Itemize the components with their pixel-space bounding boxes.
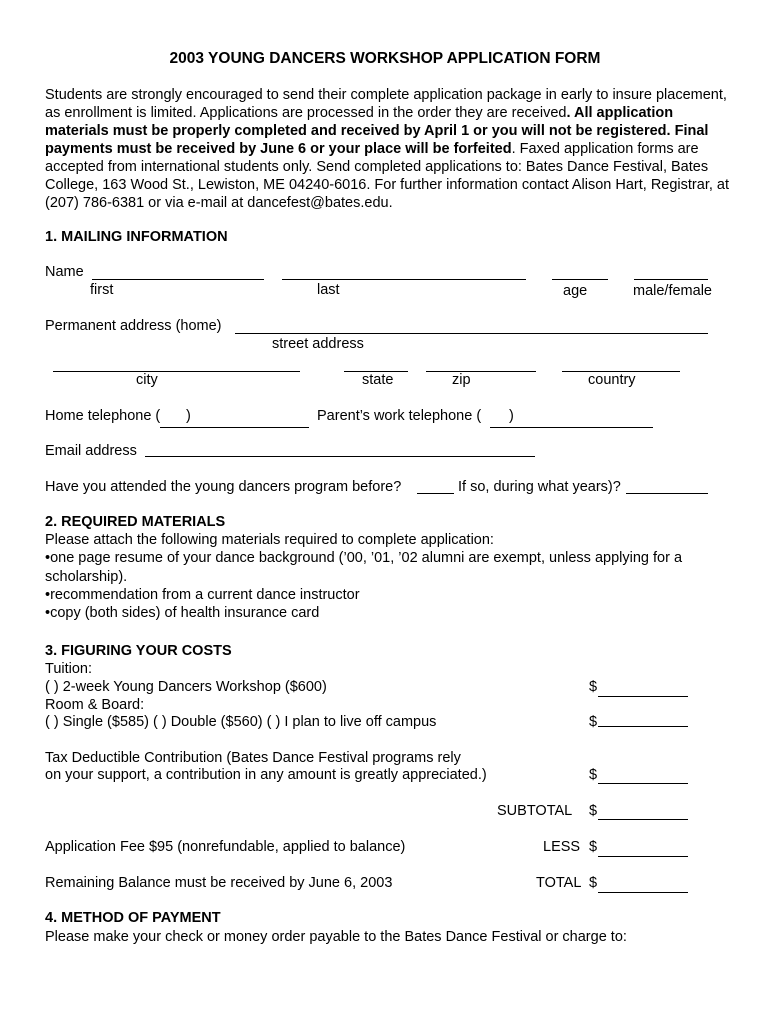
payment-instructions: Please make your check or money order payable to the Bates Dance Festival or charge to:	[45, 929, 627, 945]
first-name-field[interactable]	[92, 279, 264, 280]
sex-caption: male/female	[633, 283, 712, 299]
page-title: 2003 YOUNG DANCERS WORKSHOP APPLICATION FORM	[169, 50, 601, 67]
subtotal-field[interactable]	[598, 819, 688, 820]
materials-item-recommendation: •recommendation from a current dance instructor	[45, 587, 360, 603]
materials-intro: Please attach the following materials required to complete application:	[45, 532, 494, 548]
city-caption: city	[136, 372, 158, 388]
age-field[interactable]	[552, 279, 608, 280]
total-dollar: $	[589, 875, 598, 891]
fee-label: Application Fee $95 (nonrefundable, applied to balance)	[45, 839, 406, 855]
balance-label: Remaining Balance must be received by June 6, 2003	[45, 875, 393, 891]
last-caption: last	[317, 282, 340, 298]
room-options: ( ) Single ($585) ( ) Double ($560) ( ) I plan to live off campus	[45, 714, 437, 730]
first-caption: first	[90, 282, 114, 298]
intro-text-bold: . All application materials must be properly completed and received by April 1 or you will not be registered. Final payments must be received by June 6 or your place will be forfeited	[45, 105, 709, 157]
parent-phone-field[interactable]	[490, 427, 653, 428]
parent-phone-label: Parent’s work telephone (	[317, 408, 482, 424]
room-amount-field[interactable]	[598, 726, 688, 727]
home-phone-paren: )	[186, 408, 191, 424]
home-phone-label: Home telephone (	[45, 408, 161, 424]
intro-paragraph	[45, 86, 735, 212]
email-field[interactable]	[145, 456, 535, 457]
years-field[interactable]	[626, 493, 708, 494]
less-label: LESS	[543, 839, 581, 855]
age-caption: age	[563, 283, 588, 299]
home-phone-field[interactable]	[160, 427, 309, 428]
materials-item-insurance: •copy (both sides) of health insurance card	[45, 605, 320, 621]
city-field[interactable]	[53, 371, 300, 372]
subtotal-label: SUBTOTAL	[497, 803, 573, 819]
tuition-label: Tuition:	[45, 661, 93, 677]
years-question: If so, during what years)?	[458, 479, 621, 495]
subtotal-dollar: $	[589, 803, 598, 819]
intro-text-3: . Faxed application forms are accepted from international students only. Send completed applications to: Bates Dance Festival, Bates College, 163 Wood St., Lewiston, ME 04240-6016. For further information contact Alison Hart, Registrar, at (207) 786-6381 or via e-mail at dancefest@bates.edu.	[45, 141, 729, 211]
tax-text-1: Tax Deductible Contribution (Bates Dance Festival programs rely	[45, 750, 461, 766]
materials-item-resume: •one page resume of your dance background (’00, ’01, ’02 alumni are exempt, unless applying for a	[45, 550, 683, 566]
street-address-field[interactable]	[235, 333, 708, 334]
total-field[interactable]	[598, 892, 688, 893]
contribution-dollar: $	[589, 767, 598, 783]
country-caption: country	[588, 372, 636, 388]
attended-field[interactable]	[417, 493, 454, 494]
contribution-amount-field[interactable]	[598, 783, 688, 784]
tuition-amount-field[interactable]	[598, 696, 688, 697]
section3-heading: 3. FIGURING YOUR COSTS	[45, 643, 232, 659]
email-label: Email address	[45, 443, 137, 459]
attended-question: Have you attended the young dancers program before?	[45, 479, 402, 495]
intro-text-1: Students are strongly encouraged to send their complete application package in early to insure placement, as enrollment is limited. Applications are processed in the order they are received	[45, 87, 727, 121]
zip-caption: zip	[452, 372, 471, 388]
street-caption: street address	[272, 336, 364, 352]
parent-phone-paren: )	[509, 408, 514, 424]
room-dollar: $	[589, 714, 598, 730]
state-caption: state	[362, 372, 394, 388]
name-label: Name	[45, 264, 84, 280]
address-label: Permanent address (home)	[45, 318, 222, 334]
less-field[interactable]	[598, 856, 688, 857]
tuition-item: ( ) 2-week Young Dancers Workshop ($600)	[45, 679, 327, 695]
section2-heading: 2. REQUIRED MATERIALS	[45, 514, 226, 530]
materials-item-resume-cont: scholarship).	[45, 569, 128, 585]
total-label: TOTAL	[536, 875, 582, 891]
less-dollar: $	[589, 839, 598, 855]
last-name-field[interactable]	[282, 279, 526, 280]
sex-field[interactable]	[634, 279, 708, 280]
section1-heading: 1. MAILING INFORMATION	[45, 229, 228, 245]
zip-field[interactable]	[426, 371, 536, 372]
room-label: Room & Board:	[45, 697, 145, 713]
tax-text-2: on your support, a contribution in any amount is greatly appreciated.)	[45, 767, 487, 783]
tuition-dollar: $	[589, 679, 598, 695]
section4-heading: 4. METHOD OF PAYMENT	[45, 910, 221, 926]
